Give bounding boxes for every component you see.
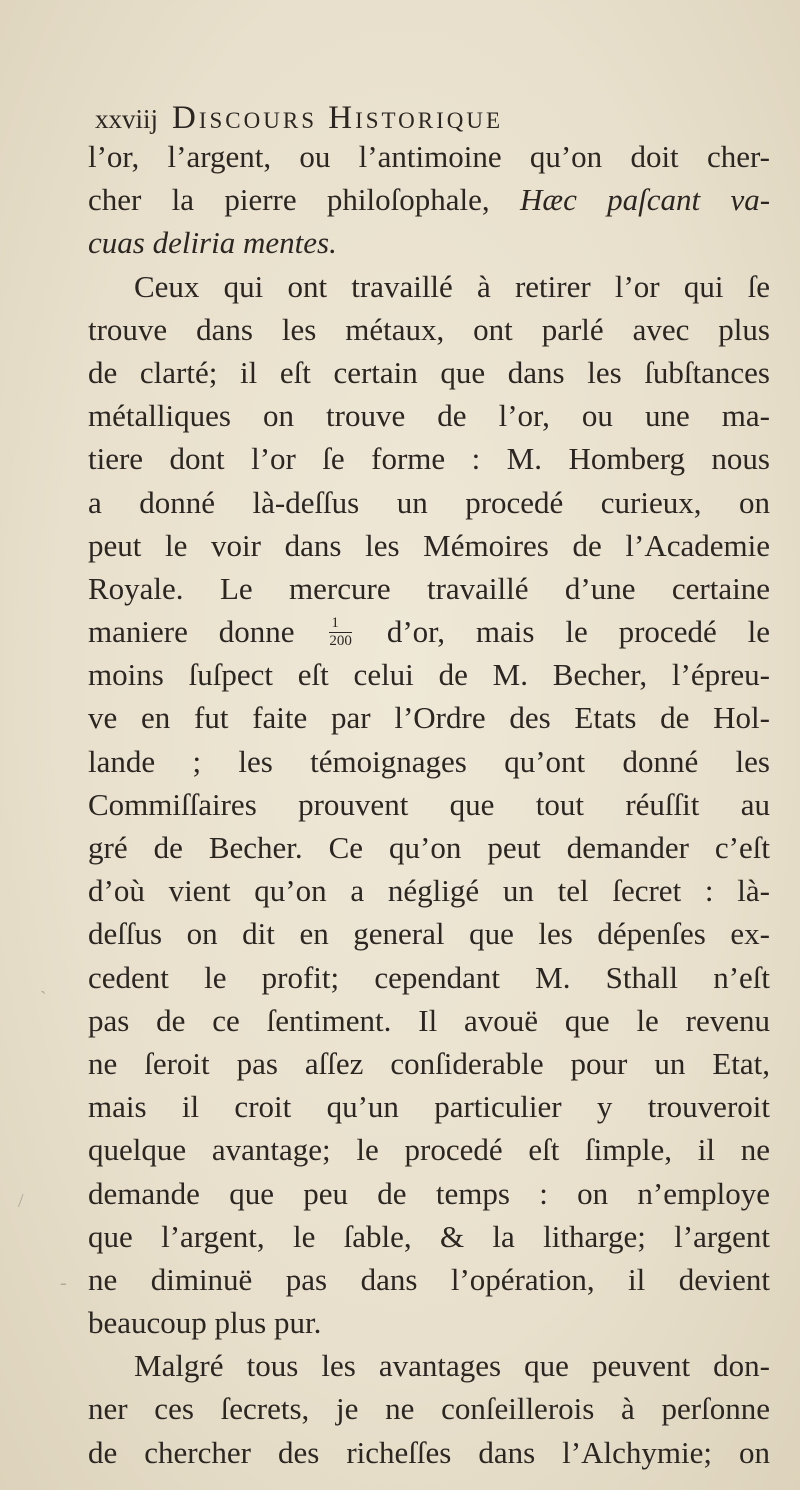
latin-quote: Hæc paſcant va-	[520, 182, 771, 218]
paragraph-start: Malgré tous les avantages que peuvent don-	[134, 1348, 770, 1384]
body-text	[88, 135, 770, 1474]
text-segment: d’or, mais le procedé le	[386, 614, 770, 650]
margin-smudge: /	[18, 1190, 24, 1212]
text-line: deſſus on dit en general que les dépenſes ex-	[88, 916, 770, 952]
text-segment: cher la pierre philoſophale,	[88, 182, 490, 218]
text-line: Commiſſaires prouvent que tout réuſſit au	[88, 786, 770, 822]
text-line: mais il croit qu’un particulier y trouveroit	[88, 1089, 770, 1125]
margin-smudge: ˋ	[40, 988, 47, 1010]
text-line: métalliques on trouve de l’or, ou une ma-	[88, 398, 770, 434]
text-line: a donné là-deſſus un procedé curieux, on	[88, 484, 770, 520]
paragraph-start: Ceux qui ont travaillé à retirer l’or qui ſe	[134, 268, 770, 304]
text-line: ve en fut faite par l’Ordre des Etats de Hol-	[88, 700, 770, 736]
text-line	[88, 178, 770, 221]
fraction-numerator: 1	[329, 616, 352, 633]
text-line: peut le voir dans les Mémoires de l’Academie	[88, 527, 770, 563]
text-line: trouve dans les métaux, ont parlé avec plus	[88, 311, 770, 347]
text-line: ne ſeroit pas aſſez conſiderable pour un Etat,	[88, 1045, 770, 1081]
text-line: de clarté; il eſt certain que dans les ſubſtances	[88, 354, 770, 390]
text-line: quelque avantage; le procedé eſt ſimple, il ne	[88, 1132, 770, 1168]
text-line: ner ces ſecrets, je ne conſeillerois à perſonne	[88, 1391, 770, 1427]
page-number: xxviij	[95, 104, 159, 134]
text-segment: maniere donne	[88, 614, 295, 650]
text-line: que l’argent, le ſable, & la litharge; l’argent	[88, 1218, 770, 1254]
text-line: d’où vient qu’on a négligé un tel ſecret : là-	[88, 873, 770, 909]
paragraph-end: beaucoup plus pur.	[88, 1305, 322, 1341]
text-line: pas de ce ſentiment. Il avouë que le revenu	[88, 1002, 770, 1038]
text-line: lande ; les témoignages qu’ont donné les	[88, 743, 770, 779]
text-line: gré de Becher. Ce qu’on peut demander c’eſt	[88, 830, 770, 865]
text-line: Royale. Le mercure travaillé d’une certaine	[88, 570, 770, 606]
text-line: ne diminuë pas dans l’opération, il devient	[88, 1261, 770, 1297]
text-line: de chercher des richeſſes dans l’Alchymie; on	[88, 1434, 770, 1470]
margin-smudge: -	[60, 1272, 67, 1294]
text-line: cedent le profit; cependant M. Sthall n’eſt	[88, 959, 770, 995]
text-line-with-fraction	[88, 610, 770, 653]
text-line: demande que peu de temps : on n’employe	[88, 1175, 770, 1211]
text-line: moins ſuſpect eſt celui de M. Becher, l’épreu-	[88, 657, 770, 693]
running-header	[95, 100, 503, 137]
text-line: l’or, l’argent, ou l’antimoine qu’on doit cher-	[88, 139, 770, 174]
latin-quote-end: cuas deliria mentes.	[88, 225, 337, 261]
fraction-denominator: 200	[329, 633, 352, 650]
running-title: Discours Historique	[172, 100, 504, 136]
text-line: tiere dont l’or ſe forme : M. Homberg nous	[88, 441, 770, 477]
fraction	[329, 616, 352, 649]
